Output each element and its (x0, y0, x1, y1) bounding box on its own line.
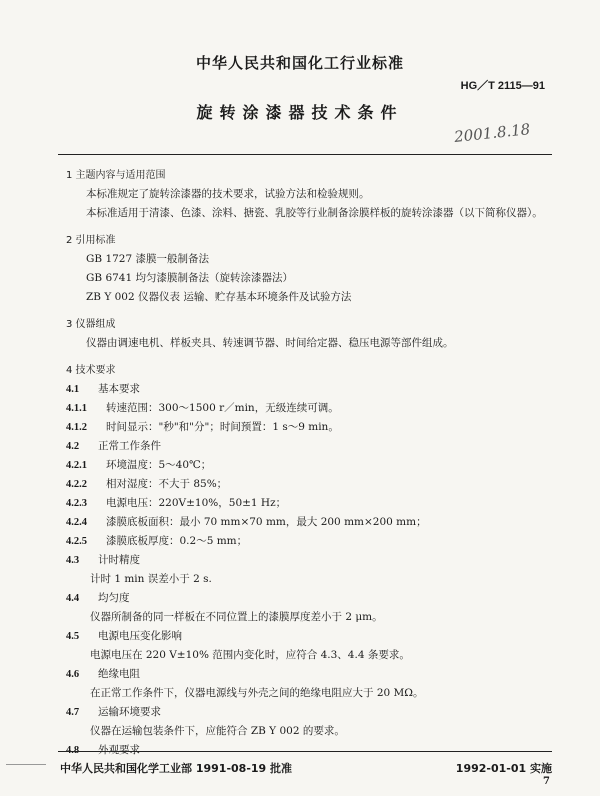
clause-number: 4.1.1 (66, 403, 87, 414)
document-title: 旋转涂漆器技术条件 (196, 103, 404, 122)
section-3-paragraph-1: 仪器由调速电机、样板夹具、转速调节器、时间给定器、稳压电源等部件组成。 (86, 337, 454, 349)
clause-number: 4.6 (66, 669, 80, 680)
clause-text: 漆膜底板厚度：0.2～5 mm； (106, 535, 248, 547)
clause-text: 计时精度 (98, 554, 140, 566)
clause-number: 4.1.2 (66, 422, 87, 433)
clause-number: 4.5 (66, 631, 80, 642)
clause-text: 电源电压在 220 V±10% 范围内变化时，应符合 4.3、4.4 条要求。 (90, 649, 410, 661)
section-4-heading: 4 技术要求 (66, 365, 116, 376)
clause-text: 仪器所制备的同一样板在不同位置上的漆膜厚度差小于 2 μm。 (90, 611, 383, 623)
requirement-item (66, 684, 550, 703)
clause-text: 均匀度 (98, 592, 130, 604)
clause-number: 4.2.1 (66, 460, 87, 471)
effective-date: 1992-01-01 实施 (455, 762, 552, 775)
clause-text: 电源电压：220V±10%，50±1 Hz； (106, 497, 287, 509)
requirement-item (66, 551, 550, 570)
clause-number: 4.1 (66, 384, 80, 395)
handwritten-date: 2001.8.18 (452, 120, 531, 146)
clause-number: 4.2.2 (66, 479, 87, 490)
approval-note: 中华人民共和国化学工业部 1991-08-19 批准 (60, 762, 293, 775)
requirement-item (66, 589, 550, 608)
section-3-heading: 3 仪器组成 (66, 319, 116, 330)
clause-text: 在正常工作条件下，仪器电源线与外壳之间的绝缘电阻应大于 20 MΩ。 (90, 687, 424, 699)
section-1-paragraph-2: 本标准适用于清漆、色漆、涂料、搪瓷、乳胶等行业制备涂膜样板的旋转涂漆器（以下简称仪器）。 (86, 207, 543, 219)
body-text (66, 166, 550, 760)
requirement-item (66, 399, 550, 418)
clause-number: 4.8 (66, 745, 80, 756)
clause-number: 4.4 (66, 593, 80, 604)
clause-text: 漆膜底板面积：最小 70 mm×70 mm，最大 200 mm×200 mm； (106, 516, 427, 528)
bottom-rule (58, 751, 552, 752)
clause-text: 运输环境要求 (98, 706, 161, 718)
section-4-items (66, 380, 550, 760)
page-number: 7 (543, 776, 550, 787)
top-rule (58, 154, 552, 155)
requirement-item (66, 418, 550, 437)
section-2-heading: 2 引用标准 (66, 235, 116, 246)
clause-text: 基本要求 (98, 383, 140, 395)
clause-text: 转速范围：300～1500 r／min，无级连续可调。 (106, 402, 339, 414)
requirement-item (66, 532, 550, 551)
reference-3: ZB Y 002 仪器仪表 运输、贮存基本环境条件及试验方法 (86, 291, 352, 303)
clause-number: 4.2.3 (66, 498, 87, 509)
requirement-item (66, 665, 550, 684)
clause-text: 计时 1 min 误差小于 2 s. (90, 573, 212, 585)
reference-2: GB 6741 均匀漆膜制备法（旋转涂漆器法） (86, 272, 294, 284)
clause-text: 相对湿度：不大于 85%； (106, 478, 228, 490)
clause-number: 4.3 (66, 555, 80, 566)
reference-1: GB 1727 漆膜一般制备法 (86, 253, 210, 265)
requirement-item (66, 513, 550, 532)
clause-number: 4.2.5 (66, 536, 87, 547)
requirement-item (66, 380, 550, 399)
clause-text: 外观要求 (98, 744, 140, 756)
clause-number: 4.7 (66, 707, 80, 718)
clause-text: 仪器在运输包装条件下，应能符合 ZB Y 002 的要求。 (90, 725, 345, 737)
requirement-item (66, 608, 550, 627)
clause-text: 环境温度：5～40℃； (106, 459, 212, 471)
requirement-item (66, 646, 550, 665)
requirement-item (66, 627, 550, 646)
clause-number: 4.2 (66, 441, 80, 452)
section-1-paragraph-1: 本标准规定了旋转涂漆器的技术要求，试验方法和检验规则。 (86, 188, 370, 200)
requirement-item (66, 703, 550, 722)
section-1-heading: 1 主题内容与适用范围 (66, 170, 166, 181)
clause-text: 正常工作条件 (98, 440, 161, 452)
standard-code: HG／T 2115—91 (460, 80, 545, 92)
clause-text: 绝缘电阻 (98, 668, 140, 680)
clause-text: 电源电压变化影响 (98, 630, 182, 642)
requirement-item (66, 570, 550, 589)
requirement-item (66, 475, 550, 494)
requirement-item (66, 722, 550, 741)
requirement-item (66, 437, 550, 456)
margin-dash (6, 764, 46, 765)
requirement-item (66, 456, 550, 475)
clause-number: 4.2.4 (66, 517, 87, 528)
clause-text: 时间显示："秒"和"分"；时间预置：1 s～9 min。 (106, 421, 339, 433)
org-title: 中华人民共和国化工行业标准 (195, 54, 404, 72)
requirement-item (66, 494, 550, 513)
